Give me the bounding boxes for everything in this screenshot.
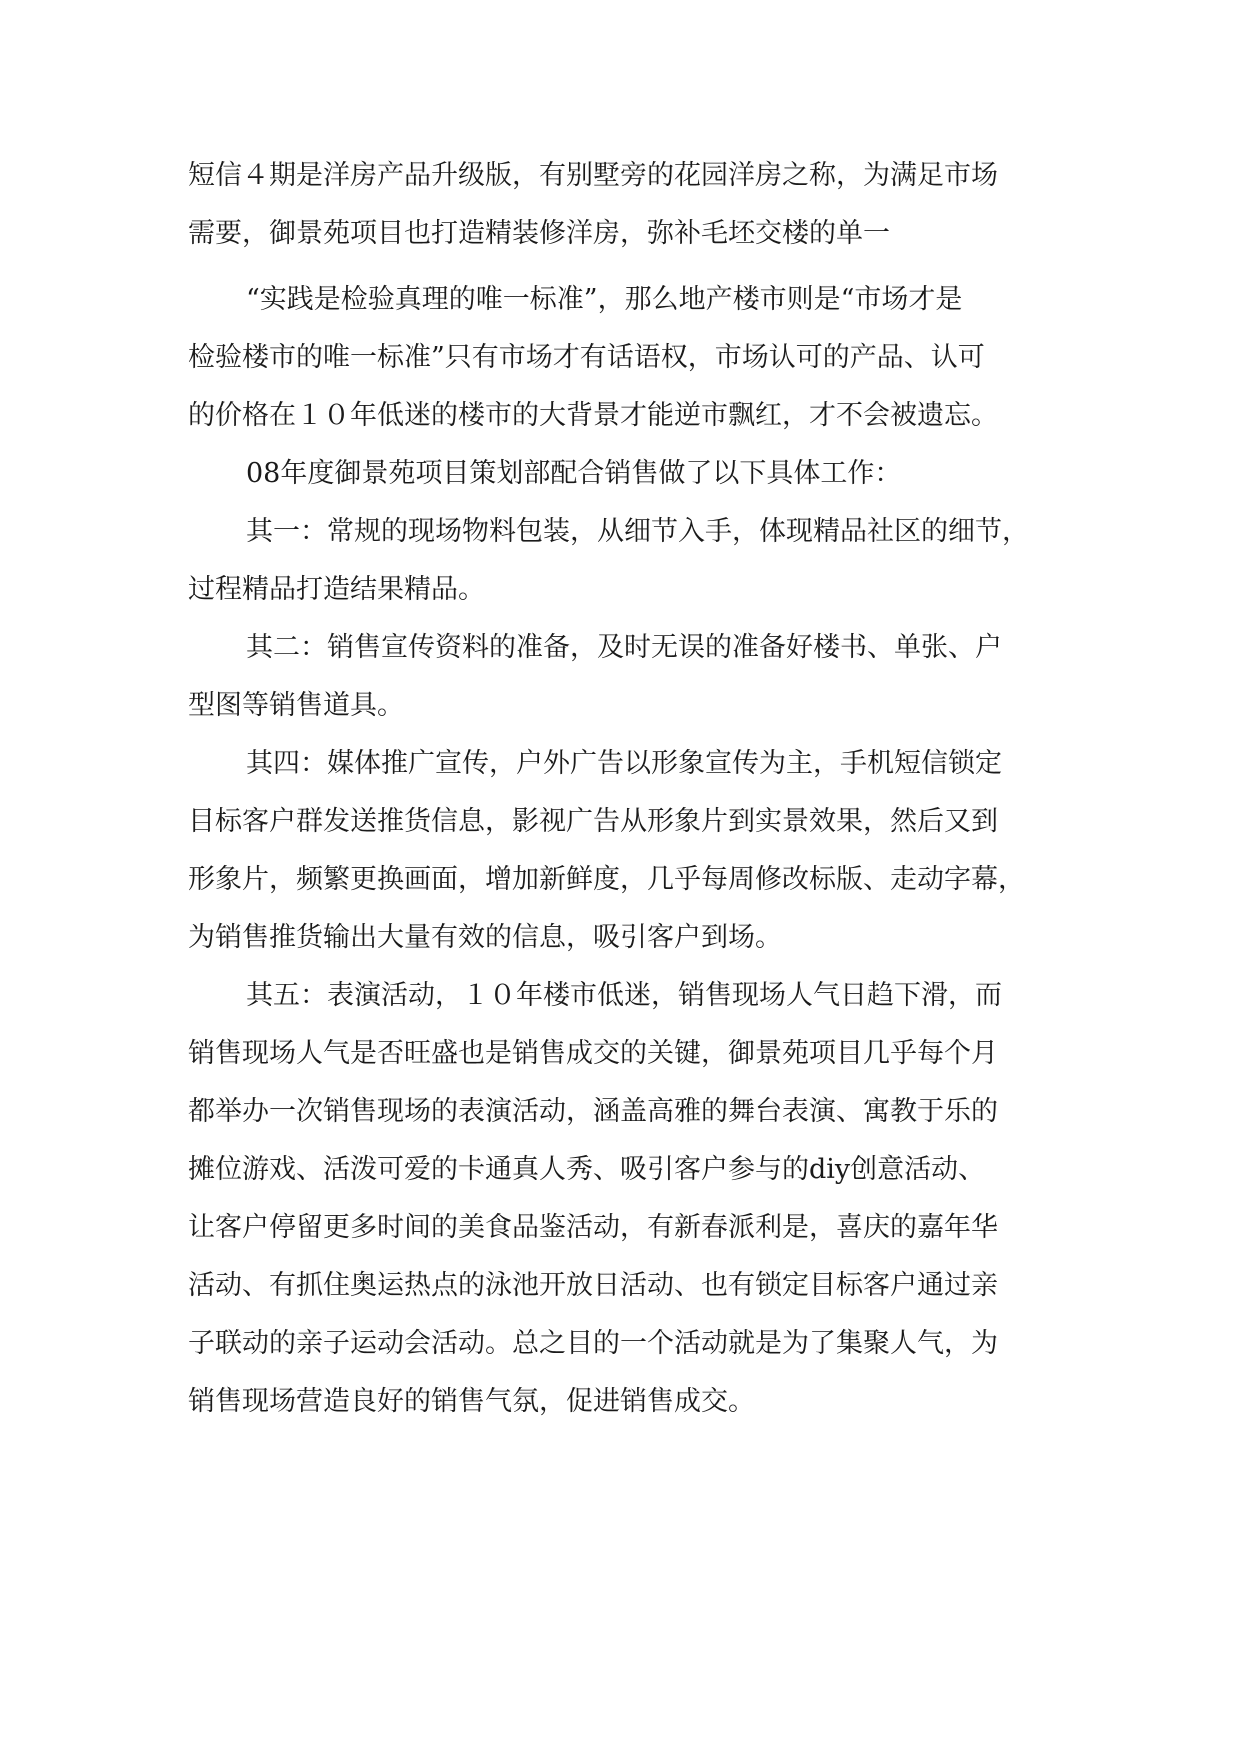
text-line: 都举办一次销售现场的表演活动，涵盖高雅的舞台表演、寓教于乐的	[188, 1096, 998, 1127]
text-line: 过程精品打造结果精品。	[188, 574, 485, 605]
text-line: 需要，御景苑项目也打造精装修洋房，弥补毛坯交楼的单一	[188, 218, 890, 249]
text-line: 销售现场营造良好的销售气氛，促进销售成交。	[188, 1386, 755, 1417]
text-line: 其二：销售宣传资料的准备，及时无误的准备好楼书、单张、户	[246, 632, 1002, 663]
text-line: 摊位游戏、活泼可爱的卡通真人秀、吸引客户参与的diy创意活动、	[188, 1154, 986, 1185]
text-line: 为销售推货输出大量有效的信息，吸引客户到场。	[188, 922, 782, 953]
text-line: 活动、有抓住奥运热点的泳池开放日活动、也有锁定目标客户通过亲	[188, 1270, 998, 1301]
text-line: 其一：常规的现场物料包装，从细节入手，体现精品社区的细节，	[246, 516, 1029, 547]
text-line: 短信４期是洋房产品升级版，有别墅旁的花园洋房之称，为满足市场	[188, 160, 998, 191]
text-line: 的价格在１０年低迷的楼市的大背景才能逆市飘红，才不会被遗忘。	[188, 400, 998, 431]
text-line: 08年度御景苑项目策划部配合销售做了以下具体工作：	[246, 458, 902, 489]
text-line: 检验楼市的唯一标准”只有市场才有话语权，市场认可的产品、认可	[188, 342, 985, 373]
text-line: 目标客户群发送推货信息，影视广告从形象片到实景效果，然后又到	[188, 806, 998, 837]
text-line: 销售现场人气是否旺盛也是销售成交的关键，御景苑项目几乎每个月	[188, 1038, 998, 1069]
text-line: 其四：媒体推广宣传，户外广告以形象宣传为主，手机短信锁定	[246, 748, 1002, 779]
text-line: 其五：表演活动，１０年楼市低迷，销售现场人气日趋下滑，而	[246, 980, 1002, 1011]
text-line: 子联动的亲子运动会活动。总之目的一个活动就是为了集聚人气，为	[188, 1328, 998, 1359]
text-line: 形象片，频繁更换画面，增加新鲜度，几乎每周修改标版、走动字幕，	[188, 864, 1025, 895]
text-line: “实践是检验真理的唯一标准”，那么地产楼市则是“市场才是	[246, 284, 963, 315]
text-line: 型图等销售道具。	[188, 690, 404, 721]
text-line: 让客户停留更多时间的美食品鉴活动，有新春派利是，喜庆的嘉年华	[188, 1212, 998, 1243]
